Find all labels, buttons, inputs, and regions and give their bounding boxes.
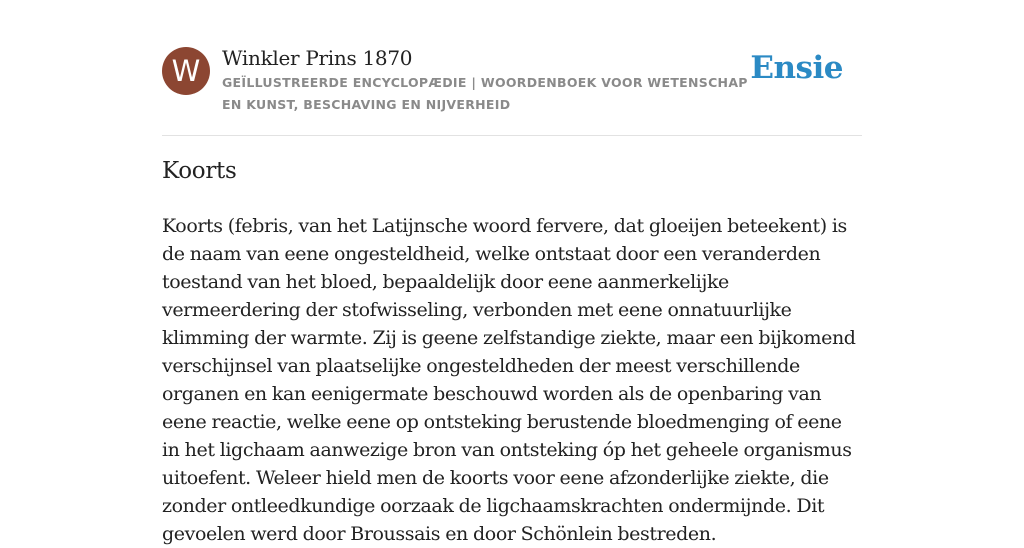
avatar[interactable]: W	[162, 47, 210, 95]
source-header	[162, 44, 862, 136]
source-title[interactable]: Winkler Prins 1870	[222, 46, 413, 70]
article-title: Koorts	[162, 158, 237, 184]
article-body: Koorts (febris, van het Latijnsche woord fervere, dat gloeijen beteekent) is de naam van eene ongesteldheid, welke ontstaat door een veranderden toestand van het bloed, bepaaldelijk door eene aanmerkelijke vermeerdering der stofwisseling, verbonden met eene onnatuurlijke klimming der warmte. Zij is geene zelfstandige ziekte, maar een bijkomend verschijnsel van plaatselijke ongesteldheden der meest verschillende organen en kan eenigermate beschouwd worden als de openbaring van eene reactie, welke eene op ontsteking berustende bloedmenging of eene in het ligchaam aanwezige bron van ontsteking óp het geheele organismus uitoefent. Weleer hield men de koorts voor eene afzonderlijke ziekte, die zonder ontleedkundige oorzaak de ligchaamskrachten ondermijnde. Dit gevoelen werd door Broussais en door Schönlein bestreden.	[162, 215, 856, 545]
source-subtitle: GEÏLLUSTREERDE ENCYCLOPÆDIE | WOORDENBOEK VOOR WETENSCHAP EN KUNST, BESCHAVING EN NIJVERHEID	[222, 75, 748, 112]
brand-logo[interactable]: Ensie	[750, 50, 843, 86]
